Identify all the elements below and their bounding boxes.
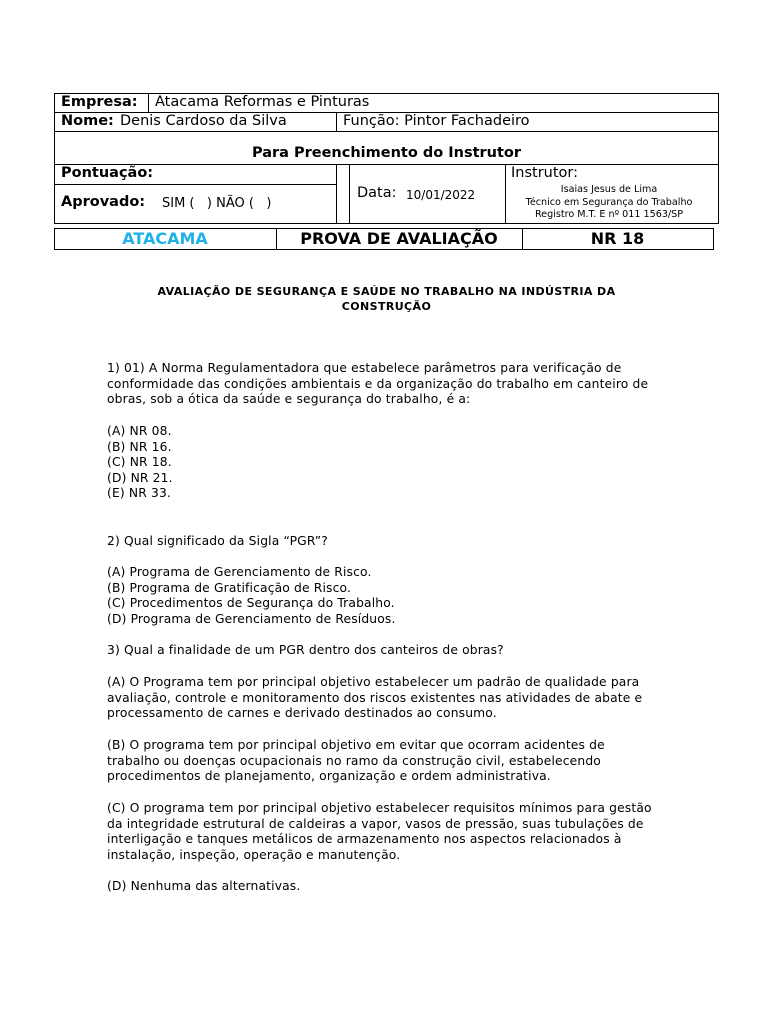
instrutor-label: Instrutor: bbox=[511, 165, 579, 181]
table-border bbox=[54, 184, 337, 185]
question-2-text: 2) Qual significado da Sigla “PGR”? bbox=[107, 534, 328, 548]
question-2-options: (A) Programa de Gerenciamento de Risco. (B) Programa de Gratificação de Risco. (C) Procedimentos de Segurança do Trabalho. (D) Programa de Gerenciamento de Resíduos. bbox=[107, 565, 396, 626]
nome-value: Denis Cardoso da Silva bbox=[120, 113, 287, 129]
question-3-text: 3) Qual a finalidade de um PGR dentro dos canteiros de obras? bbox=[107, 643, 504, 657]
table-border bbox=[349, 164, 350, 224]
table-border bbox=[148, 93, 149, 113]
data-label: Data: bbox=[357, 185, 397, 201]
funcao-value: Função: Pintor Fachadeiro bbox=[343, 113, 530, 129]
table-border bbox=[336, 112, 337, 132]
table-border bbox=[336, 164, 337, 224]
instrutor-info bbox=[505, 184, 713, 222]
question-1-options: (A) NR 08. (B) NR 16. (C) NR 18. (D) NR 21. (E) NR 33. bbox=[107, 424, 173, 500]
question-3-option-a: (A) O Programa tem por principal objetivo estabelecer um padrão de qualidade para avaliação, controle e monitoramento dos riscos existentes nas atividades de abate e processamento de carnes e derivado destinados ao consumo. bbox=[107, 675, 643, 720]
banner-border bbox=[54, 249, 714, 250]
table-border bbox=[54, 164, 719, 165]
banner-border bbox=[713, 228, 714, 250]
norm-label: NR 18 bbox=[590, 229, 645, 248]
table-border bbox=[54, 223, 719, 224]
empresa-label: Empresa: bbox=[61, 94, 138, 110]
instrutor-banner: Para Preenchimento do Instrutor bbox=[251, 145, 522, 161]
instrutor-name: Isaias Jesus de Lima bbox=[560, 184, 658, 195]
title-line: CONSTRUÇÃO bbox=[341, 300, 432, 313]
instrutor-registro: Registro M.T. E nº 011 1563/SP bbox=[534, 209, 684, 220]
question-3-option-b: (B) O programa tem por principal objetivo em evitar que ocorram acidentes de trabalho ou doenças ocupacionais no ramo da construção civil, estabelecendo procedimentos de planejamento, organização e ordem administrativa. bbox=[107, 738, 605, 783]
document-title bbox=[54, 284, 719, 314]
question-3-option-c: (C) O programa tem por principal objetivo estabelecer requisitos mínimos para gestão da integridade estrutural de caldeiras a vapor, vasos de pressão, suas tubulações de interligação e tanques metálicos de armazenamento nos aspectos relacionados à instalação, inspeção, operação e manutenção. bbox=[107, 801, 652, 862]
table-border bbox=[54, 93, 719, 94]
brand-label: ATACAMA bbox=[122, 229, 208, 248]
nome-label: Nome: bbox=[61, 113, 114, 129]
question-1-text: 1) 01) A Norma Regulamentadora que estabelece parâmetros para verificação de conformidade das condições ambientais e da organização do trabalho em canteiro de obras, sob a ótica da saúde e segurança do trabalho, é a: bbox=[107, 361, 649, 406]
aprovado-options: SIM ( ) NÃO ( ) bbox=[162, 196, 272, 211]
empresa-value: Atacama Reformas e Pinturas bbox=[155, 94, 370, 110]
pontuacao-label: Pontuação: bbox=[61, 165, 154, 181]
data-value: 10/01/2022 bbox=[406, 188, 476, 202]
exam-label: PROVA DE AVALIAÇÃO bbox=[300, 229, 498, 248]
aprovado-label: Aprovado: bbox=[61, 194, 146, 210]
instrutor-title: Técnico em Segurança do Trabalho bbox=[525, 196, 693, 208]
title-line: AVALIAÇÃO DE SEGURANÇA E SAÚDE NO TRABALHO NA INDÚSTRIA DA bbox=[157, 285, 616, 298]
table-border bbox=[54, 131, 719, 132]
question-3-option-d: (D) Nenhuma das alternativas. bbox=[107, 879, 301, 893]
